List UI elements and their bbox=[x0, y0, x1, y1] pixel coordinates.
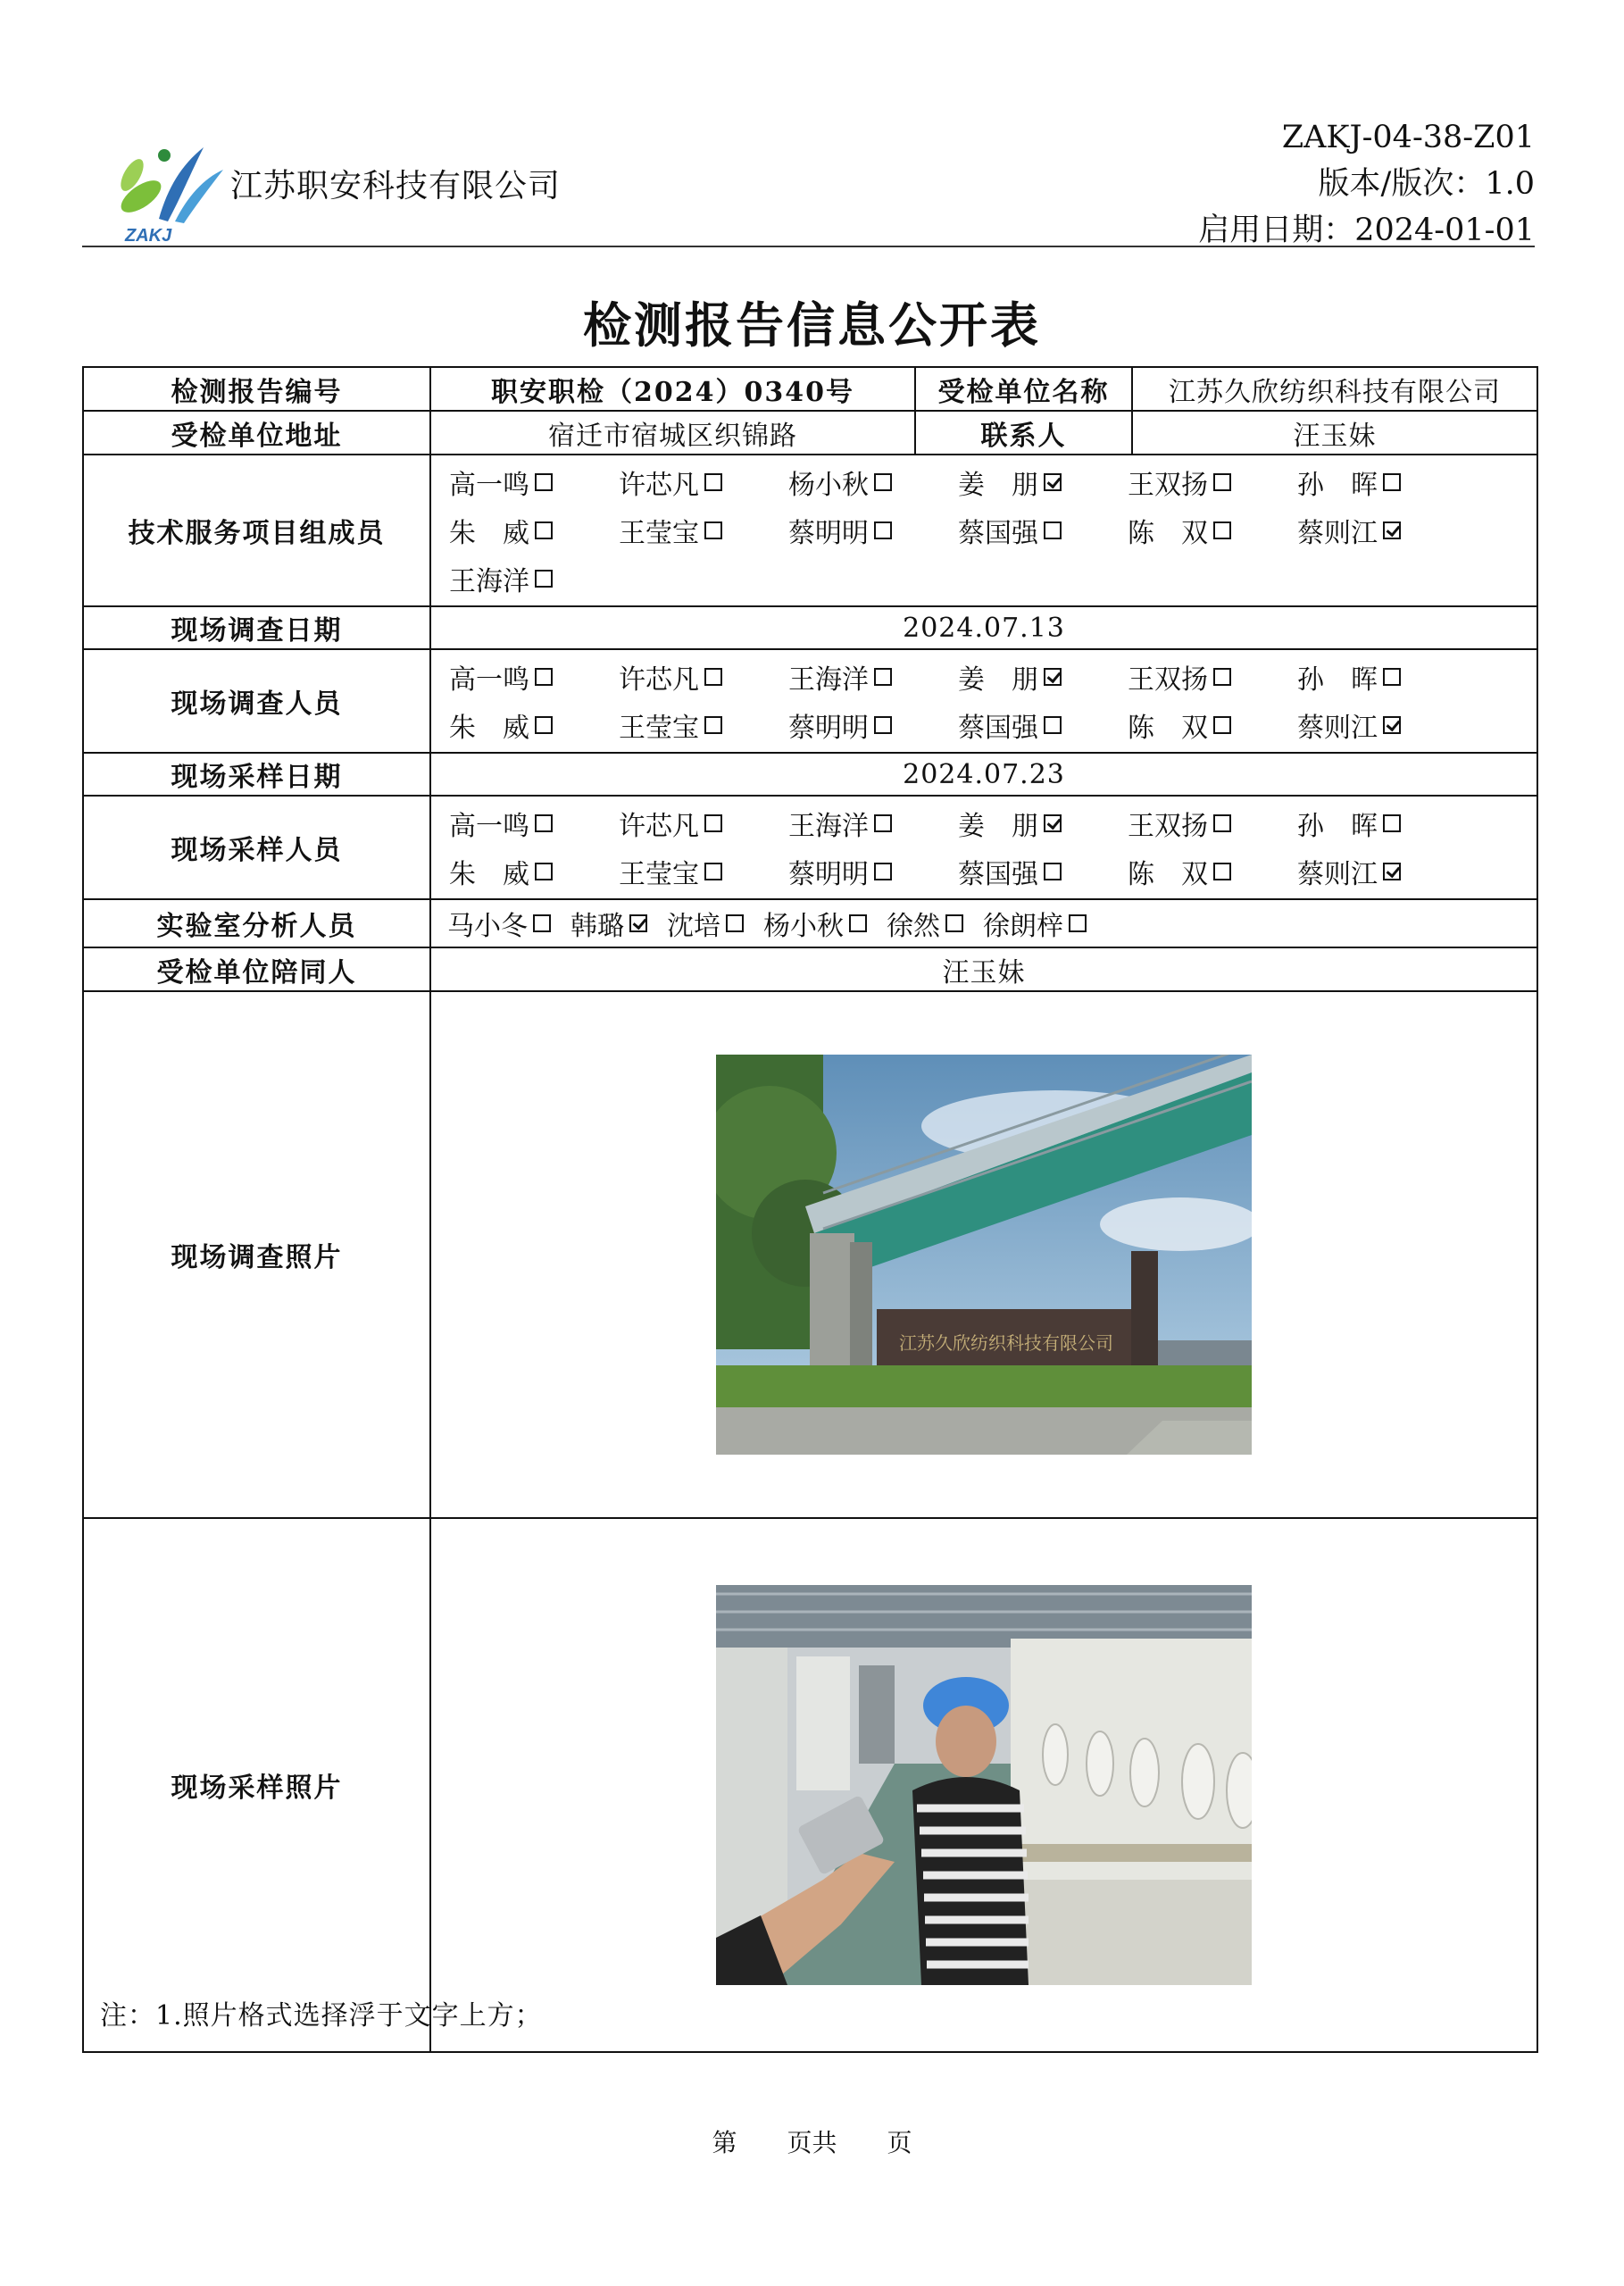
row-report-no bbox=[83, 367, 1537, 411]
unchecked-box-icon[interactable] bbox=[1383, 814, 1401, 832]
svg-text:ZAKJ: ZAKJ bbox=[125, 226, 172, 246]
value-contact: 汪玉妹 bbox=[1132, 411, 1537, 455]
checked-box-icon[interactable] bbox=[1044, 814, 1062, 832]
unchecked-box-icon[interactable] bbox=[535, 473, 553, 491]
staff-option bbox=[1128, 852, 1297, 891]
staff-option bbox=[1128, 657, 1297, 697]
unchecked-box-icon[interactable] bbox=[874, 473, 892, 491]
row-survey-date bbox=[83, 606, 1537, 649]
staff-option bbox=[449, 463, 619, 502]
staff-name: 王莹宝 bbox=[619, 713, 699, 744]
company-name: 江苏职安科技有限公司 bbox=[230, 168, 562, 204]
unchecked-box-icon[interactable] bbox=[1044, 521, 1062, 539]
staff-name: 陈 双 bbox=[1128, 713, 1208, 744]
staff-name: 杨小秋 bbox=[763, 911, 844, 942]
doc-code: ZAKJ-04-38-Z01 bbox=[1281, 120, 1535, 155]
staff-name: 王莹宝 bbox=[619, 859, 699, 890]
staff-name: 王双扬 bbox=[1128, 470, 1208, 501]
staff-option bbox=[788, 705, 958, 745]
staff-name: 蔡国强 bbox=[958, 713, 1038, 744]
staff-name: 王海洋 bbox=[449, 566, 529, 597]
unchecked-box-icon[interactable] bbox=[1383, 668, 1401, 686]
note: 注：1.照片格式选择浮于文字上方； bbox=[100, 2000, 543, 2032]
unchecked-box-icon[interactable] bbox=[704, 814, 722, 832]
staff-option bbox=[619, 852, 788, 891]
unchecked-box-icon[interactable] bbox=[704, 473, 722, 491]
svg-text:江苏久欣纺织科技有限公司: 江苏久欣纺织科技有限公司 bbox=[899, 1332, 1113, 1354]
sampling-photo bbox=[716, 1585, 1252, 1985]
report-table bbox=[82, 366, 1538, 2053]
checked-box-icon[interactable] bbox=[1044, 668, 1062, 686]
unchecked-box-icon[interactable] bbox=[1383, 473, 1401, 491]
staff-name: 陈 双 bbox=[1128, 859, 1208, 890]
staff-option bbox=[449, 804, 619, 843]
staff-name: 姜 朋 bbox=[958, 811, 1038, 842]
label-contact: 联系人 bbox=[915, 411, 1132, 455]
label-survey-date: 现场调查日期 bbox=[83, 606, 430, 649]
staff-option bbox=[1297, 511, 1467, 550]
staff-name: 蔡明明 bbox=[788, 518, 869, 549]
value-report-no: 职安职检（2024）0340号 bbox=[430, 367, 915, 411]
unchecked-box-icon[interactable] bbox=[533, 914, 551, 932]
staff-option bbox=[1128, 705, 1297, 745]
staff-name: 徐然 bbox=[887, 911, 940, 942]
unchecked-box-icon[interactable] bbox=[704, 716, 722, 734]
staff-name: 韩璐 bbox=[570, 911, 624, 942]
staff-option bbox=[788, 463, 958, 502]
label-sampling-photo: 现场采样照片 bbox=[83, 1518, 430, 2052]
staff-option bbox=[449, 852, 619, 891]
staff-name: 蔡则江 bbox=[1297, 859, 1378, 890]
staff-name: 王双扬 bbox=[1128, 811, 1208, 842]
staff-option bbox=[619, 804, 788, 843]
row-address bbox=[83, 411, 1537, 455]
staff-option bbox=[667, 904, 744, 943]
survey-staff-checklist bbox=[430, 649, 1537, 753]
staff-name: 朱 威 bbox=[449, 859, 529, 890]
checked-box-icon[interactable] bbox=[629, 914, 647, 932]
staff-option bbox=[570, 904, 647, 943]
label-survey-photo: 现场调查照片 bbox=[83, 991, 430, 1518]
label-sampling-date: 现场采样日期 bbox=[83, 753, 430, 796]
unchecked-box-icon[interactable] bbox=[1044, 863, 1062, 880]
company-logo bbox=[105, 134, 230, 246]
staff-name: 许芯凡 bbox=[619, 811, 699, 842]
label-sampling-staff: 现场采样人员 bbox=[83, 796, 430, 899]
staff-option bbox=[1297, 463, 1467, 502]
unchecked-box-icon[interactable] bbox=[535, 716, 553, 734]
row-lab-staff bbox=[83, 899, 1537, 947]
staff-option bbox=[1297, 804, 1467, 843]
unchecked-box-icon[interactable] bbox=[1213, 521, 1231, 539]
label-address: 受检单位地址 bbox=[83, 411, 430, 455]
staff-option bbox=[1128, 511, 1297, 550]
staff-name: 王海洋 bbox=[788, 811, 869, 842]
staff-option bbox=[958, 511, 1128, 550]
staff-name: 许芯凡 bbox=[619, 470, 699, 501]
staff-option bbox=[619, 463, 788, 502]
row-escort bbox=[83, 947, 1537, 991]
staff-name: 王海洋 bbox=[788, 664, 869, 696]
row-sampling-photo bbox=[83, 1518, 1537, 2052]
unchecked-box-icon[interactable] bbox=[874, 814, 892, 832]
staff-name: 孙 晖 bbox=[1297, 470, 1378, 501]
staff-option bbox=[788, 852, 958, 891]
row-survey-staff bbox=[83, 649, 1537, 753]
staff-name: 徐朗梓 bbox=[983, 911, 1063, 942]
page-title: 检测报告信息公开表 bbox=[583, 296, 1041, 354]
unchecked-box-icon[interactable] bbox=[1213, 668, 1231, 686]
staff-name: 孙 晖 bbox=[1297, 811, 1378, 842]
effective-date: 启用日期：2024-01-01 bbox=[1198, 213, 1535, 248]
sampling-photo-cell bbox=[430, 1518, 1537, 2052]
lab-staff-checklist bbox=[430, 899, 1537, 947]
staff-name: 蔡明明 bbox=[788, 713, 869, 744]
unchecked-box-icon[interactable] bbox=[535, 521, 553, 539]
row-team bbox=[83, 455, 1537, 606]
staff-name: 王双扬 bbox=[1128, 664, 1208, 696]
row-sampling-date bbox=[83, 753, 1537, 796]
unchecked-box-icon[interactable] bbox=[704, 521, 722, 539]
value-address: 宿迁市宿城区织锦路 bbox=[430, 411, 915, 455]
staff-name: 蔡明明 bbox=[788, 859, 869, 890]
staff-option bbox=[1297, 852, 1467, 891]
label-report-no: 检测报告编号 bbox=[83, 367, 430, 411]
staff-name: 蔡则江 bbox=[1297, 713, 1378, 744]
staff-name: 杨小秋 bbox=[788, 470, 869, 501]
value-survey-date: 2024.07.13 bbox=[430, 606, 1537, 649]
staff-option bbox=[958, 705, 1128, 745]
unchecked-box-icon[interactable] bbox=[874, 668, 892, 686]
unchecked-box-icon[interactable] bbox=[1213, 716, 1231, 734]
staff-name: 高一鸣 bbox=[449, 664, 529, 696]
unchecked-box-icon[interactable] bbox=[535, 570, 553, 588]
label-survey-staff: 现场调查人员 bbox=[83, 649, 430, 753]
staff-name: 许芯凡 bbox=[619, 664, 699, 696]
staff-name: 朱 威 bbox=[449, 518, 529, 549]
staff-name: 孙 晖 bbox=[1297, 664, 1378, 696]
staff-option bbox=[763, 904, 867, 943]
value-escort: 汪玉妹 bbox=[430, 947, 1537, 991]
staff-name: 高一鸣 bbox=[449, 470, 529, 501]
unchecked-box-icon[interactable] bbox=[874, 521, 892, 539]
staff-option bbox=[1297, 705, 1467, 745]
survey-photo-cell bbox=[430, 991, 1537, 1518]
checked-box-icon[interactable] bbox=[1383, 716, 1401, 734]
staff-name: 陈 双 bbox=[1128, 518, 1208, 549]
staff-option bbox=[1128, 804, 1297, 843]
staff-option bbox=[958, 657, 1128, 697]
unchecked-box-icon[interactable] bbox=[849, 914, 867, 932]
header-divider bbox=[82, 246, 1535, 247]
staff-option bbox=[619, 657, 788, 697]
staff-name: 蔡国强 bbox=[958, 518, 1038, 549]
staff-option bbox=[447, 904, 551, 943]
unchecked-box-icon[interactable] bbox=[704, 668, 722, 686]
unchecked-box-icon[interactable] bbox=[704, 863, 722, 880]
sampling-staff-checklist bbox=[430, 796, 1537, 899]
row-sampling-staff bbox=[83, 796, 1537, 899]
unchecked-box-icon[interactable] bbox=[1213, 863, 1231, 880]
staff-option bbox=[958, 852, 1128, 891]
staff-option bbox=[449, 705, 619, 745]
staff-name: 沈培 bbox=[667, 911, 720, 942]
unchecked-box-icon[interactable] bbox=[874, 716, 892, 734]
staff-option bbox=[449, 511, 619, 550]
survey-photo bbox=[716, 1055, 1252, 1455]
staff-name: 王莹宝 bbox=[619, 518, 699, 549]
team-checklist bbox=[430, 455, 1537, 606]
label-lab-staff: 实验室分析人员 bbox=[83, 899, 430, 947]
staff-name: 朱 威 bbox=[449, 713, 529, 744]
page-footer: 第 页共 页 bbox=[712, 2128, 912, 2157]
staff-option bbox=[449, 657, 619, 697]
staff-name: 蔡国强 bbox=[958, 859, 1038, 890]
unchecked-box-icon[interactable] bbox=[726, 914, 744, 932]
staff-option bbox=[788, 804, 958, 843]
staff-option bbox=[788, 657, 958, 697]
value-unit-name: 江苏久欣纺织科技有限公司 bbox=[1132, 367, 1537, 411]
label-unit-name: 受检单位名称 bbox=[915, 367, 1132, 411]
staff-option bbox=[958, 463, 1128, 502]
unchecked-box-icon[interactable] bbox=[1213, 473, 1231, 491]
staff-name: 马小冬 bbox=[447, 911, 528, 942]
row-survey-photo bbox=[83, 991, 1537, 1518]
unchecked-box-icon[interactable] bbox=[535, 863, 553, 880]
unchecked-box-icon[interactable] bbox=[1069, 914, 1087, 932]
staff-option bbox=[619, 511, 788, 550]
unchecked-box-icon[interactable] bbox=[874, 863, 892, 880]
staff-option bbox=[983, 904, 1087, 943]
document-meta bbox=[1198, 114, 1535, 254]
staff-option bbox=[1297, 657, 1467, 697]
value-sampling-date: 2024.07.23 bbox=[430, 753, 1537, 796]
checked-box-icon[interactable] bbox=[1383, 863, 1401, 880]
staff-name: 姜 朋 bbox=[958, 470, 1038, 501]
staff-option bbox=[958, 804, 1128, 843]
unchecked-box-icon[interactable] bbox=[535, 668, 553, 686]
label-team: 技术服务项目组成员 bbox=[83, 455, 430, 606]
staff-name: 姜 朋 bbox=[958, 664, 1038, 696]
staff-name: 蔡则江 bbox=[1297, 518, 1378, 549]
unchecked-box-icon[interactable] bbox=[535, 814, 553, 832]
doc-version: 版本/版次：1.0 bbox=[1318, 166, 1535, 202]
unchecked-box-icon[interactable] bbox=[945, 914, 963, 932]
checked-box-icon[interactable] bbox=[1044, 473, 1062, 491]
unchecked-box-icon[interactable] bbox=[1213, 814, 1231, 832]
staff-name: 高一鸣 bbox=[449, 811, 529, 842]
label-escort: 受检单位陪同人 bbox=[83, 947, 430, 991]
staff-option bbox=[449, 559, 619, 598]
staff-option bbox=[788, 511, 958, 550]
staff-option bbox=[887, 904, 963, 943]
unchecked-box-icon[interactable] bbox=[1044, 716, 1062, 734]
staff-option bbox=[619, 705, 788, 745]
checked-box-icon[interactable] bbox=[1383, 521, 1401, 539]
staff-option bbox=[1128, 463, 1297, 502]
